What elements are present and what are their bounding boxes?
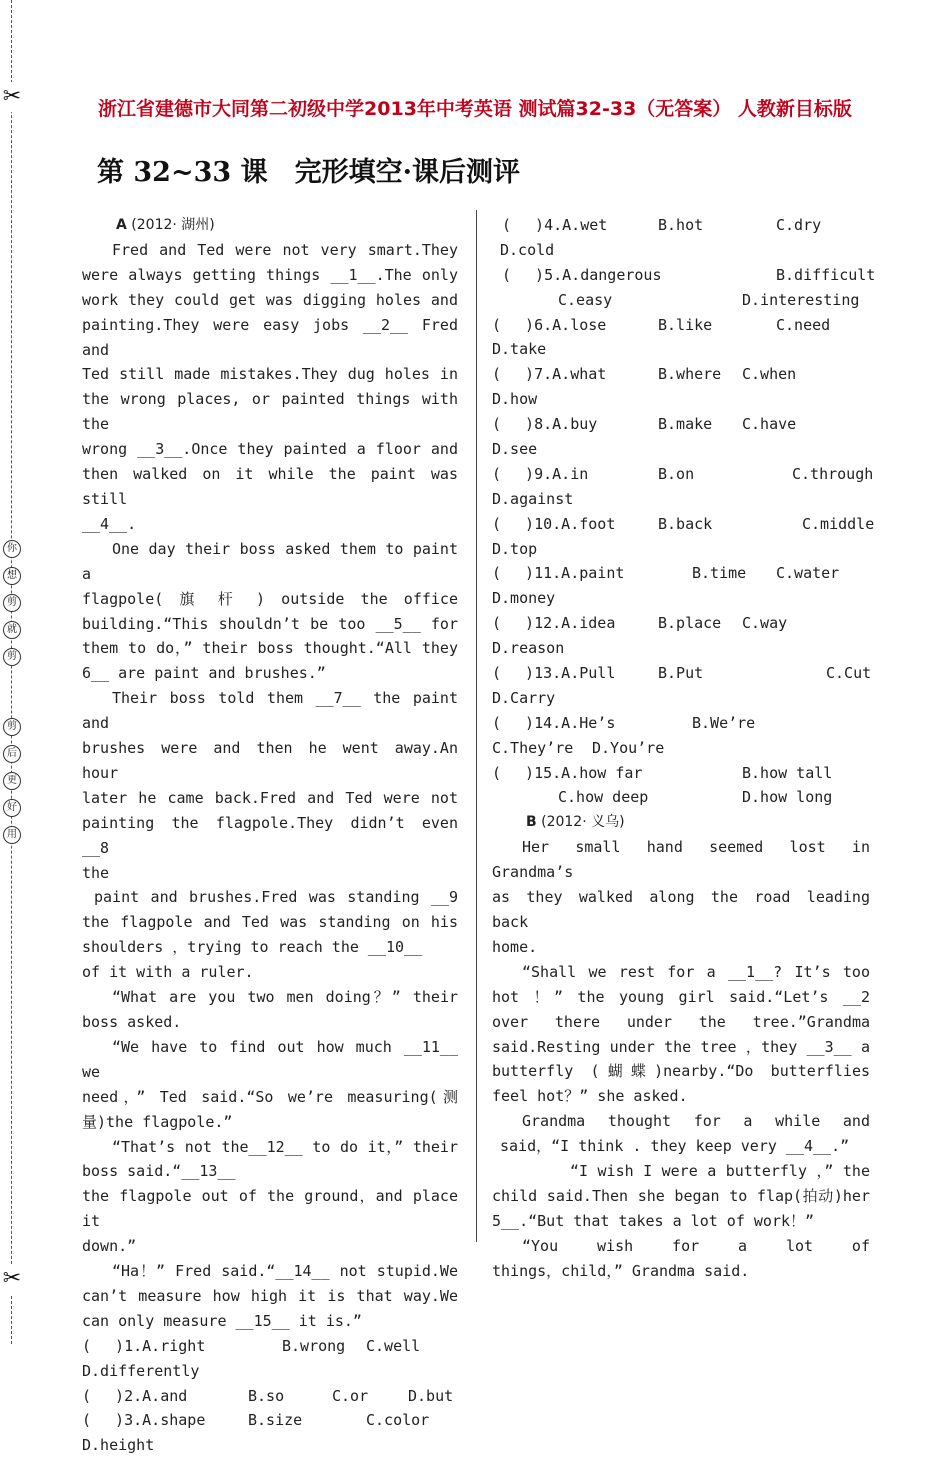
- passage-line: shoulders ，trying to reach the __10__: [82, 938, 423, 957]
- question-option: C.They’re D.You’re: [492, 738, 665, 757]
- passage-line: down.”: [82, 1237, 137, 1256]
- passage-line: things，child，” Grandma said.: [492, 1261, 750, 1280]
- passage-line: of it with a ruler.: [82, 963, 254, 982]
- passage-line: feel hot？” she asked.: [492, 1087, 688, 1106]
- question-item: ( )3.A.shape B.size C.color: [82, 1411, 430, 1430]
- passage-line: boss asked.: [82, 1013, 182, 1031]
- side-label: 剪: [3, 718, 21, 736]
- lesson-heading: 第 32~33 课 完形填空·课后测评: [97, 157, 520, 188]
- left-column: [82, 213, 458, 1458]
- passage-line: can’t measure how high it is that way.We: [82, 1286, 458, 1305]
- passage-line: the wrong places, or painted things with the: [82, 390, 458, 434]
- passage-line: the flagpole and Ted was standing on his: [82, 913, 458, 932]
- question-option: D.see: [492, 440, 538, 459]
- passage-line: Fred and Ted were not very smart.They: [112, 240, 458, 259]
- question-item: ( )13.A.Pull B.Put C.Cut: [492, 664, 872, 683]
- passage-line: over there under the tree.”Grandma: [492, 1012, 870, 1031]
- passage-line: said.Resting under the tree ，they __3__ a: [492, 1037, 870, 1056]
- passage-line: the flagpole out of the ground，and place it: [82, 1187, 458, 1231]
- side-label: 用: [3, 826, 21, 844]
- passage-line: brushes were and then he went away.An hour: [82, 739, 458, 782]
- scissors-icon: ✂: [0, 1264, 24, 1294]
- passage-line: Their boss told them __7__ the paint and: [82, 689, 458, 733]
- question-item: ( )8.A.buy B.make C.have: [492, 415, 797, 434]
- question-option: D.money: [492, 589, 556, 608]
- question-item: ( )5.A.dangerous B.difficult: [502, 265, 876, 284]
- question-option: D.height: [82, 1436, 155, 1455]
- question-item: ( )12.A.idea B.place C.way: [492, 614, 788, 633]
- passage-line: said，“I think . they keep very __4__.”: [500, 1137, 850, 1156]
- question-option: D.how: [492, 390, 538, 409]
- question-item: ( )2.A.and B.so C.or D.but: [82, 1386, 454, 1405]
- side-cut-hint: [3, 718, 21, 853]
- passage-line: “What are you two men doing？” their: [112, 988, 458, 1007]
- passage-line: hot ！” the young girl said.“Let’s __2: [492, 987, 870, 1006]
- question-item: ( )1.A.right B.wrong C.well: [82, 1336, 421, 1355]
- side-label: 后: [3, 745, 21, 763]
- side-label: 就: [3, 621, 21, 639]
- passage-line: “Ha！” Fred said.“__14__ not stupid.We: [112, 1262, 458, 1281]
- passage-line: 5__.“But that takes a lot of work！”: [492, 1211, 815, 1230]
- question-item: ( )7.A.what B.where C.when: [492, 365, 797, 384]
- document-title: 浙江省建德市大同第二初级中学2013年中考英语 测试篇32-33（无答案） 人教新目标版: [98, 98, 852, 120]
- passage-line: flagpole( 旗 杆 ) outside the office: [82, 589, 458, 608]
- side-label: 更: [3, 772, 21, 790]
- question-option: C.easy D.interesting: [558, 290, 860, 309]
- passage-line: “We have to find out how much __11__ we: [82, 1037, 458, 1081]
- question-item: ( )10.A.foot B.back C.middle: [492, 514, 875, 533]
- question-option: D.differently: [82, 1361, 200, 1380]
- question-item: ( )4.A.wet B.hot C.dry: [502, 216, 822, 234]
- question-option: C.how deep D.how long: [558, 788, 833, 807]
- question-item: ( )14.A.He’s B.We’re: [492, 713, 756, 732]
- passage-line: paint and brushes.Fred was standing __9: [94, 888, 458, 907]
- question-option: D.take: [492, 340, 547, 359]
- side-cut-hint: [3, 540, 21, 675]
- passage-line: them to do，” their boss thought.“All they: [82, 639, 458, 658]
- side-label: 剪: [3, 648, 21, 666]
- question-option: D.cold: [500, 240, 555, 259]
- passage-line: “That’s not the__12__ to do it，” their: [112, 1137, 458, 1156]
- scissors-icon: ✂: [0, 82, 24, 112]
- side-label: 想: [3, 567, 21, 585]
- right-column: [492, 213, 876, 1284]
- column-divider: [476, 210, 477, 1242]
- question-option: D.reason: [492, 639, 565, 658]
- passage-b-header: B (2012· 义乌): [526, 814, 625, 831]
- passage-line: boss said.“__13__: [82, 1162, 236, 1181]
- passage-line: can only measure __15__ it is.”: [82, 1311, 362, 1330]
- passage-line: the: [82, 863, 110, 882]
- passage-line: were always getting things __1__.The only: [82, 265, 458, 284]
- passage-line: home.: [492, 937, 538, 956]
- passage-line: butterfly (蝴蝶)nearby.“Do butterflies: [492, 1062, 870, 1081]
- passage-line: building.“This shouldn’t be too __5__ for: [82, 614, 458, 633]
- passage-line: wrong __3__.Once they painted a floor and: [82, 440, 458, 459]
- passage-line: 量)the flagpole.”: [82, 1112, 233, 1131]
- passage-line: painting.They were easy jobs __2__ Fred and: [82, 315, 458, 359]
- passage-line: then walked on it while the paint was still: [82, 465, 458, 508]
- question-item: ( )6.A.lose B.like C.need: [492, 315, 831, 334]
- passage-line: Her small hand seemed lost in Grandma’s: [492, 838, 870, 882]
- question-item: ( )9.A.in B.on C.through: [492, 464, 874, 483]
- passage-line: One day their boss asked them to paint a: [82, 539, 458, 583]
- passage-line: “I wish I were a butterfly ，” the: [570, 1162, 870, 1181]
- passage-line: Grandma thought for a while and: [522, 1112, 870, 1131]
- side-label: 剪: [3, 594, 21, 612]
- side-label: 你: [3, 540, 21, 558]
- passage-a-header: A (2012· 湖州): [116, 217, 215, 233]
- passage-line: child said.Then she began to flap(拍动)her: [492, 1186, 870, 1205]
- question-option: D.against: [492, 489, 574, 508]
- question-item: ( )15.A.how far B.how tall: [492, 763, 833, 782]
- question-option: D.Carry: [492, 688, 556, 707]
- passage-line: “You wish for a lot of: [522, 1236, 870, 1255]
- passage-line: work they could get was digging holes and: [82, 290, 458, 309]
- passage-line: painting the flagpole.They didn’t even __8: [82, 813, 458, 857]
- question-option: D.top: [492, 539, 538, 558]
- passage-line: __4__.: [82, 514, 137, 533]
- question-item: ( )11.A.paint B.time C.water: [492, 564, 840, 583]
- passage-line: 6__ are paint and brushes.”: [82, 664, 326, 683]
- passage-line: need，” Ted said.“So we’re measuring(测: [82, 1087, 458, 1106]
- passage-line: as they walked along the road leading back: [492, 888, 870, 931]
- passage-line: later he came back.Fred and Ted were not: [82, 788, 458, 807]
- passage-line: “Shall we rest for a __1__? It’s too: [522, 962, 870, 981]
- passage-line: Ted still made mistakes.They dug holes in: [82, 365, 458, 384]
- side-label: 好: [3, 799, 21, 817]
